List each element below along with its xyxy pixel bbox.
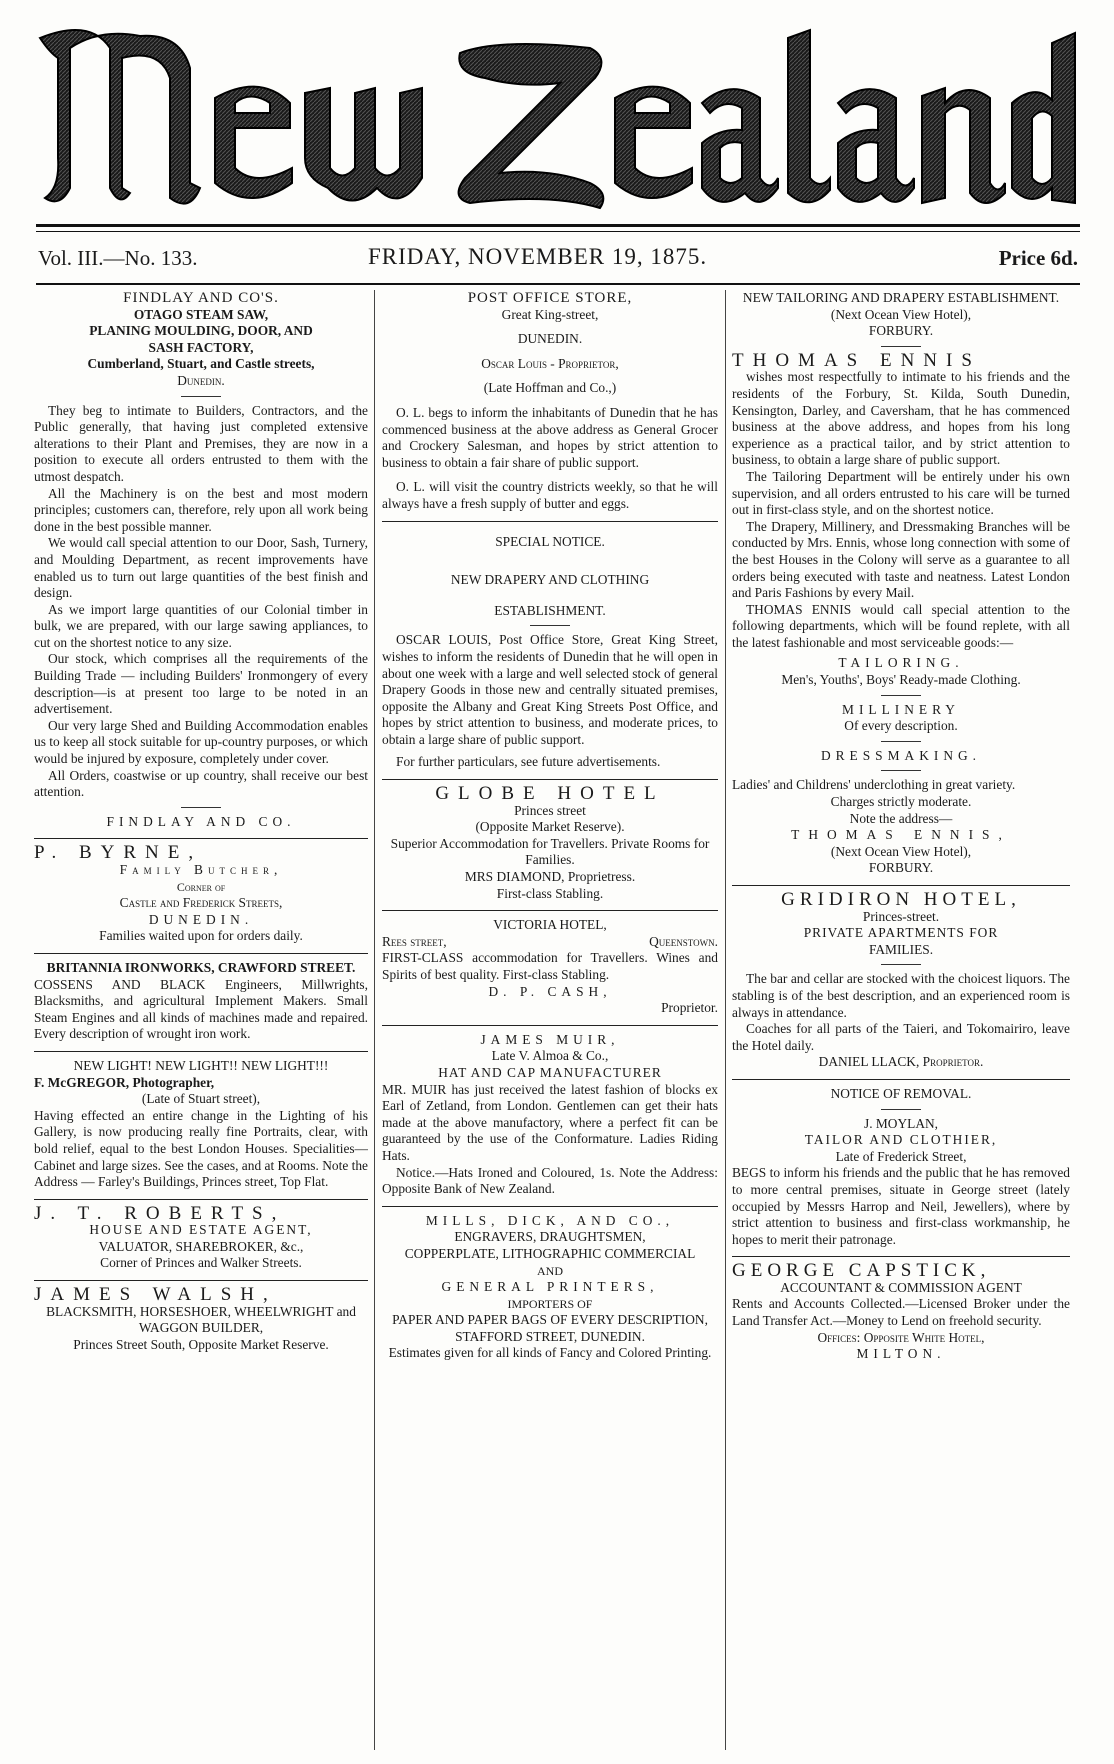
ad-mills-head: MILLS, DICK, AND CO., bbox=[425, 1212, 675, 1228]
ad-postoffice-p2: O. L. will visit the country districts weekly, so that he will always have a fresh supply of butter and eggs. bbox=[382, 479, 718, 511]
ad-mills-l2: COPPERPLATE, LITHOGRAPHIC COMMERCIAL bbox=[404, 1245, 696, 1261]
ad-divider bbox=[382, 1025, 718, 1026]
ad-findlay-p7: All Orders, coastwise or up country, shall receive our best attention. bbox=[34, 767, 368, 800]
ad-capstick-trade: ACCOUNTANT & COMMISSION AGENT bbox=[780, 1279, 1022, 1295]
ad-postoffice-prop: Oscar Louis - Proprietor, bbox=[481, 355, 619, 371]
short-rule bbox=[881, 695, 921, 696]
ad-moylan-name: J. MOYLAN, bbox=[863, 1115, 939, 1131]
ad-findlay-sub2: PLANING MOULDING, DOOR, AND bbox=[89, 323, 313, 339]
ad-postoffice-head: POST OFFICE STORE, bbox=[467, 290, 633, 306]
ad-ennis-town: FORBURY. bbox=[868, 323, 934, 339]
ad-capstick-office: Offices: Opposite White Hotel, bbox=[817, 1329, 985, 1345]
ad-ennis-note: Note the address— bbox=[849, 810, 953, 826]
ad-mills bbox=[382, 1213, 718, 1362]
ad-victoria-head: VICTORIA HOTEL, bbox=[493, 917, 607, 933]
ad-ennis-p2: The Tailoring Department will be entirely under his own supervision, and all orders entrusted to his care will be turned out in first-class style, and on the shortest notice. bbox=[732, 468, 1070, 518]
ad-gridiron-sub: Princes-street. bbox=[862, 908, 940, 924]
ad-mills-l6: PAPER AND PAPER BAGS OF EVERY DESCRIPTION, bbox=[392, 1312, 708, 1328]
ad-findlay-p2: All the Machinery is on the best and most modern principles; customers can, therefore, rely upon all work being done in the best possible manner. bbox=[34, 485, 368, 534]
short-rule bbox=[881, 964, 921, 965]
ad-postoffice-city: DUNEDIN. bbox=[517, 331, 583, 347]
masthead bbox=[30, 18, 1084, 218]
short-rule bbox=[881, 741, 921, 742]
short-rule bbox=[881, 1109, 921, 1110]
ad-mcgregor-late: (Late of Stuart street), bbox=[141, 1091, 261, 1107]
ad-divider bbox=[34, 1280, 368, 1281]
ad-ennis-t2b: Of every description. bbox=[844, 718, 958, 734]
ad-muir-trade: HAT AND CAP MANUFACTURER bbox=[438, 1064, 662, 1080]
ad-globe bbox=[382, 783, 718, 902]
ad-ennis-t3b: Ladies' and Childrens' underclothing in great variety. bbox=[732, 777, 1016, 793]
ad-victoria-sign: D. P. CASH, bbox=[488, 983, 612, 999]
ad-findlay bbox=[34, 290, 368, 830]
ad-walsh-head: JAMES WALSH, bbox=[34, 1284, 277, 1306]
ad-ennis-p4: THOMAS ENNIS would call special attention to the following departments, which will be found replete, with all the latest fashionable and most serviceable goods:— bbox=[732, 601, 1070, 650]
ad-findlay-p1: They beg to intimate to Builders, Contractors, and the Public generally, that having just completed extensive alterations to their Plant and Premises, they are now in a position to execute all orders entrusted to them with the utmost despatch. bbox=[34, 402, 368, 484]
ad-findlay-city: Dunedin. bbox=[177, 372, 225, 388]
ad-divider bbox=[732, 885, 1070, 886]
ad-capstick bbox=[732, 1260, 1070, 1363]
ad-byrne-l4: DUNEDIN. bbox=[148, 911, 254, 927]
ad-postoffice-late: (Late Hoffman and Co.,) bbox=[483, 380, 617, 396]
ad-walsh-l1: BLACKSMITH, HORSESHOER, WHEELWRIGHT and WAGGON BUILDER, bbox=[46, 1303, 356, 1336]
short-rule bbox=[881, 770, 921, 771]
volume-number: Vol. III.—No. 133. bbox=[38, 246, 198, 270]
ad-byrne bbox=[34, 842, 368, 945]
ad-ennis-p3: The Drapery, Millinery, and Dressmaking Branches will be conducted by Mrs. Ennis, whose long connection with some of the best Houses in the Colony will serve as a guarantee to all orders being executed with taste and neatness. Latest London and Paris Fashions by every Mail. bbox=[732, 518, 1070, 601]
ad-moylan bbox=[732, 1086, 1070, 1248]
ad-divider bbox=[382, 910, 718, 911]
ad-ennis bbox=[732, 290, 1070, 877]
ad-ennis-t1: TAILORING. bbox=[838, 655, 964, 671]
ad-divider bbox=[382, 1206, 718, 1207]
ad-byrne-head: P. BYRNE, bbox=[34, 842, 203, 864]
ad-divider bbox=[382, 521, 718, 522]
ad-ennis-p1: wishes most respectfully to intimate to his friends and the residents of the Forbury, St. Kilda, South Dunedin, Kensington, Darley, and Caversham, that he has commenced business at the above address, and hopes from his long experience as a practical tailor, and by strict attention to business, to obtain a large share of public support. bbox=[732, 369, 1070, 468]
ad-moylan-late: Late of Frederick Street, bbox=[835, 1148, 967, 1164]
ad-globe-l3: Superior Accommodation for Travellers. Private Rooms for Families. bbox=[390, 835, 710, 868]
dateline bbox=[38, 242, 1078, 276]
ad-special-p1: OSCAR LOUIS, Post Office Store, Great King Street, wishes to inform the residents of Dunedin that he will open in about one week with a large and well selected stock of general Drapery Goods in those new and centrally situated premises, opposite the Albany and Great King Streets Post Office, and hopes by strict attention to business, and moderate prices, to obtain a large share of public support. bbox=[382, 632, 718, 747]
ad-gridiron-p1: The bar and cellar are stocked with the choicest liquors. The stabling is of the best description, and an experienced room is always in attendance. bbox=[732, 971, 1070, 1020]
ad-walsh bbox=[34, 1284, 368, 1353]
ad-postoffice bbox=[382, 290, 718, 513]
ad-globe-l4: MRS DIAMOND, Proprietress. bbox=[464, 869, 636, 885]
column-2 bbox=[382, 290, 718, 1750]
ad-walsh-l2: Princes Street South, Opposite Market Reserve. bbox=[73, 1336, 329, 1352]
ad-gridiron bbox=[732, 889, 1070, 1071]
short-rule bbox=[881, 346, 921, 347]
short-rule bbox=[181, 396, 221, 397]
ad-capstick-head: GEORGE CAPSTICK, bbox=[732, 1260, 991, 1282]
ad-ennis-name: THOMAS ENNIS bbox=[732, 349, 981, 371]
ad-muir-body: MR. MUIR has just received the latest fashion of blocks ex Earl of Zetland, from London. Gentlemen can get their hats made at the above manufactory, where a perfect fit can be guaranteed by the use of the Conformature. Ladies Riding Hats. bbox=[382, 1081, 718, 1163]
ad-capstick-body: Rents and Accounts Collected.—Licensed Broker under the Land Transfer Act.—Money to Lend on freehold security. bbox=[732, 1296, 1070, 1329]
ad-ennis-t1b: Men's, Youths', Boys' Ready-made Clothing. bbox=[781, 672, 1021, 688]
ad-moylan-trade: TAILOR AND CLOTHIER, bbox=[804, 1132, 998, 1148]
column-1 bbox=[34, 290, 368, 1750]
ad-findlay-p5: Our stock, which comprises all the requirements of the Building Trade — including Builders' Ironmongery of every description—is at present too large to be noted in an advertisement. bbox=[34, 651, 368, 717]
ad-byrne-l2: Corner of bbox=[176, 879, 226, 894]
ad-muir-notice: Notice.—Hats Ironed and Coloured, 1s. Note the Address: Opposite Bank of New Zealand. bbox=[382, 1164, 718, 1197]
ad-byrne-l1: Family Butcher, bbox=[119, 862, 283, 877]
ad-findlay-p3: We would call special attention to our Door, Sash, Turnery, and Moulding Department, as recent improvements have enabled us to turn out large quantities of the best finish and design. bbox=[34, 535, 368, 601]
ad-mills-l7: STAFFORD STREET, DUNEDIN. bbox=[455, 1328, 645, 1344]
ad-divider bbox=[732, 1079, 1070, 1080]
ad-findlay-addr: Cumberland, Stuart, and Castle streets, bbox=[87, 356, 315, 372]
ad-globe-l5: First-class Stabling. bbox=[496, 885, 604, 901]
ad-postoffice-sub: Great King-street, bbox=[501, 306, 599, 322]
price: Price 6d. bbox=[998, 246, 1078, 270]
ad-victoria-title: Proprietor. bbox=[661, 1000, 718, 1016]
issue-date: FRIDAY, NOVEMBER 19, 1875. bbox=[368, 244, 708, 269]
ad-mills-l1: ENGRAVERS, DRAUGHTSMEN, bbox=[454, 1229, 646, 1245]
ad-special-head: SPECIAL NOTICE. bbox=[495, 533, 605, 549]
ad-gridiron-sign: DANIEL LLACK, Proprietor. bbox=[818, 1054, 984, 1070]
ad-mills-l3: AND bbox=[537, 1263, 563, 1278]
ad-postoffice-p1: O. L. begs to inform the inhabitants of Dunedin that he has commenced business at the above address as General Grocer and Crockery Salesman, and hopes by strict attention to business to obtain a fair share of public support. bbox=[382, 404, 718, 470]
ad-divider bbox=[34, 838, 368, 839]
ad-muir-late: Late V. Almoa & Co., bbox=[491, 1048, 609, 1064]
ad-victoria-body: FIRST-CLASS accommodation for Travellers. Wines and Spirits of best quality. First-class Stabling. bbox=[382, 950, 718, 982]
masthead-logo bbox=[30, 18, 1084, 218]
ad-muir bbox=[382, 1032, 718, 1198]
ad-mcgregor-name: F. McGREGOR, Photographer, bbox=[34, 1074, 215, 1090]
ad-mcgregor-head: NEW LIGHT! NEW LIGHT!! NEW LIGHT!!! bbox=[73, 1057, 329, 1073]
ad-ennis-head: NEW TAILORING AND DRAPERY ESTABLISHMENT. bbox=[742, 290, 1060, 305]
ad-britannia bbox=[34, 960, 368, 1043]
ad-findlay-p6: Our very large Shed and Building Accommodation enables us to keep all stock suitable for up-country purposes, or which would be injured by exposure, completely under cover. bbox=[34, 717, 368, 767]
ad-ennis-sign3: FORBURY. bbox=[868, 860, 934, 876]
ad-findlay-sub3: SASH FACTORY, bbox=[148, 339, 254, 355]
ad-ennis-sign: THOMAS ENNIS, bbox=[791, 827, 1011, 843]
ad-globe-l2: (Opposite Market Reserve). bbox=[475, 819, 625, 835]
ad-divider bbox=[34, 1051, 368, 1052]
ad-divider bbox=[732, 1256, 1070, 1257]
ad-roberts-l1: HOUSE AND ESTATE AGENT, bbox=[89, 1222, 313, 1238]
ad-moylan-body: BEGS to inform his friends and the public that he has removed to more central premises, situate in George street (lately occupied by Messrs Harrop and Neil, Jewellers), where by strict attention to business and first-class workmanship, he hopes to merit their patronage. bbox=[732, 1165, 1070, 1247]
ad-gridiron-p2: Coaches for all parts of the Taieri, and Tokomairiro, leave the Hotel daily. bbox=[732, 1021, 1070, 1053]
ad-divider bbox=[382, 779, 718, 780]
column-divider-1 bbox=[374, 290, 375, 1750]
ad-gridiron-l2: FAMILIES. bbox=[868, 941, 934, 957]
ad-special bbox=[382, 534, 718, 772]
column-divider-2 bbox=[725, 290, 726, 1750]
ad-ennis-t3c: Charges strictly moderate. bbox=[830, 794, 972, 810]
column-3 bbox=[732, 290, 1070, 1750]
ad-mills-l5: IMPORTERS OF bbox=[507, 1296, 593, 1311]
ad-special-sub2: ESTABLISHMENT. bbox=[494, 602, 606, 618]
ad-ennis-sign2: (Next Ocean View Hotel), bbox=[830, 843, 972, 859]
ad-globe-head: GLOBE HOTEL bbox=[435, 783, 665, 805]
ad-findlay-sign: FINDLAY AND CO. bbox=[106, 813, 296, 829]
ad-victoria-town: Queenstown. bbox=[649, 933, 718, 949]
ad-britannia-body: COSSENS AND BLACK Engineers, Millwrights, Blacksmiths, and agricultural Implement Makers. Small Steam Engines and all kinds of machines made and repaired. Every description of wrought iron work. bbox=[34, 976, 368, 1042]
ad-roberts bbox=[34, 1202, 368, 1272]
ad-ennis-t2: MILLINERY bbox=[842, 701, 960, 717]
ad-ennis-sub: (Next Ocean View Hotel), bbox=[830, 306, 972, 322]
ad-findlay-p4: As we import large quantities of our Colonial timber in bulk, we are prepared, with our large sawing appliances, to cut on the shortest notice to any size. bbox=[34, 601, 368, 650]
ad-special-p2: For further particulars, see future advertisements. bbox=[396, 754, 661, 770]
masthead-rule-thick bbox=[36, 224, 1080, 227]
ad-divider bbox=[34, 1199, 368, 1200]
short-rule bbox=[530, 625, 570, 626]
dateline-rule bbox=[36, 283, 1080, 285]
ad-roberts-head: J. T. ROBERTS, bbox=[34, 1202, 286, 1224]
ad-findlay-head: FINDLAY AND CO'S. bbox=[123, 290, 279, 306]
ad-mills-l8: Estimates given for all kinds of Fancy and Colored Printing. bbox=[388, 1345, 712, 1361]
ad-ennis-t3: DRESSMAKING. bbox=[820, 747, 982, 763]
ad-findlay-sub1: OTAGO STEAM SAW, bbox=[133, 306, 269, 322]
ad-victoria bbox=[382, 917, 718, 1017]
ad-roberts-l3: Corner of Princes and Walker Streets. bbox=[100, 1255, 302, 1271]
ad-special-sub1: NEW DRAPERY AND CLOTHING bbox=[450, 572, 650, 588]
ad-mills-l4: GENERAL PRINTERS, bbox=[441, 1279, 659, 1295]
ad-capstick-town: MILTON. bbox=[856, 1346, 946, 1362]
ad-britannia-head: BRITANNIA IRONWORKS, CRAWFORD STREET. bbox=[46, 959, 356, 975]
ad-victoria-location bbox=[382, 934, 718, 951]
ad-muir-head: JAMES MUIR, bbox=[480, 1031, 620, 1047]
ad-roberts-l2: VALUATOR, SHAREBROKER, &c., bbox=[98, 1238, 304, 1254]
ad-mcgregor bbox=[34, 1058, 368, 1191]
ad-mcgregor-body: Having effected an entire change in the Lighting of his Gallery, is now producing really fine Portraits, clear, with bold relief, equal to the best London Houses. Specialities—Cabinet and large sizes. See the cases, and at Rooms. Note the Address — Farley's Buildings, Princes street, Top Flat. bbox=[34, 1107, 368, 1190]
ad-moylan-head: NOTICE OF REMOVAL. bbox=[830, 1085, 972, 1101]
ad-globe-l1: Princes street bbox=[514, 802, 586, 818]
ad-byrne-l3: Castle and Frederick Streets, bbox=[119, 895, 283, 911]
ad-byrne-l5: Families waited upon for orders daily. bbox=[99, 928, 303, 944]
ad-gridiron-head: GRIDIRON HOTEL, bbox=[781, 889, 1021, 910]
masthead-rule-thin bbox=[36, 231, 1080, 232]
short-rule bbox=[181, 807, 221, 808]
ad-gridiron-l1: PRIVATE APARTMENTS FOR bbox=[803, 925, 999, 941]
ad-victoria-street: Rees street, bbox=[382, 933, 447, 949]
ad-divider bbox=[34, 953, 368, 954]
